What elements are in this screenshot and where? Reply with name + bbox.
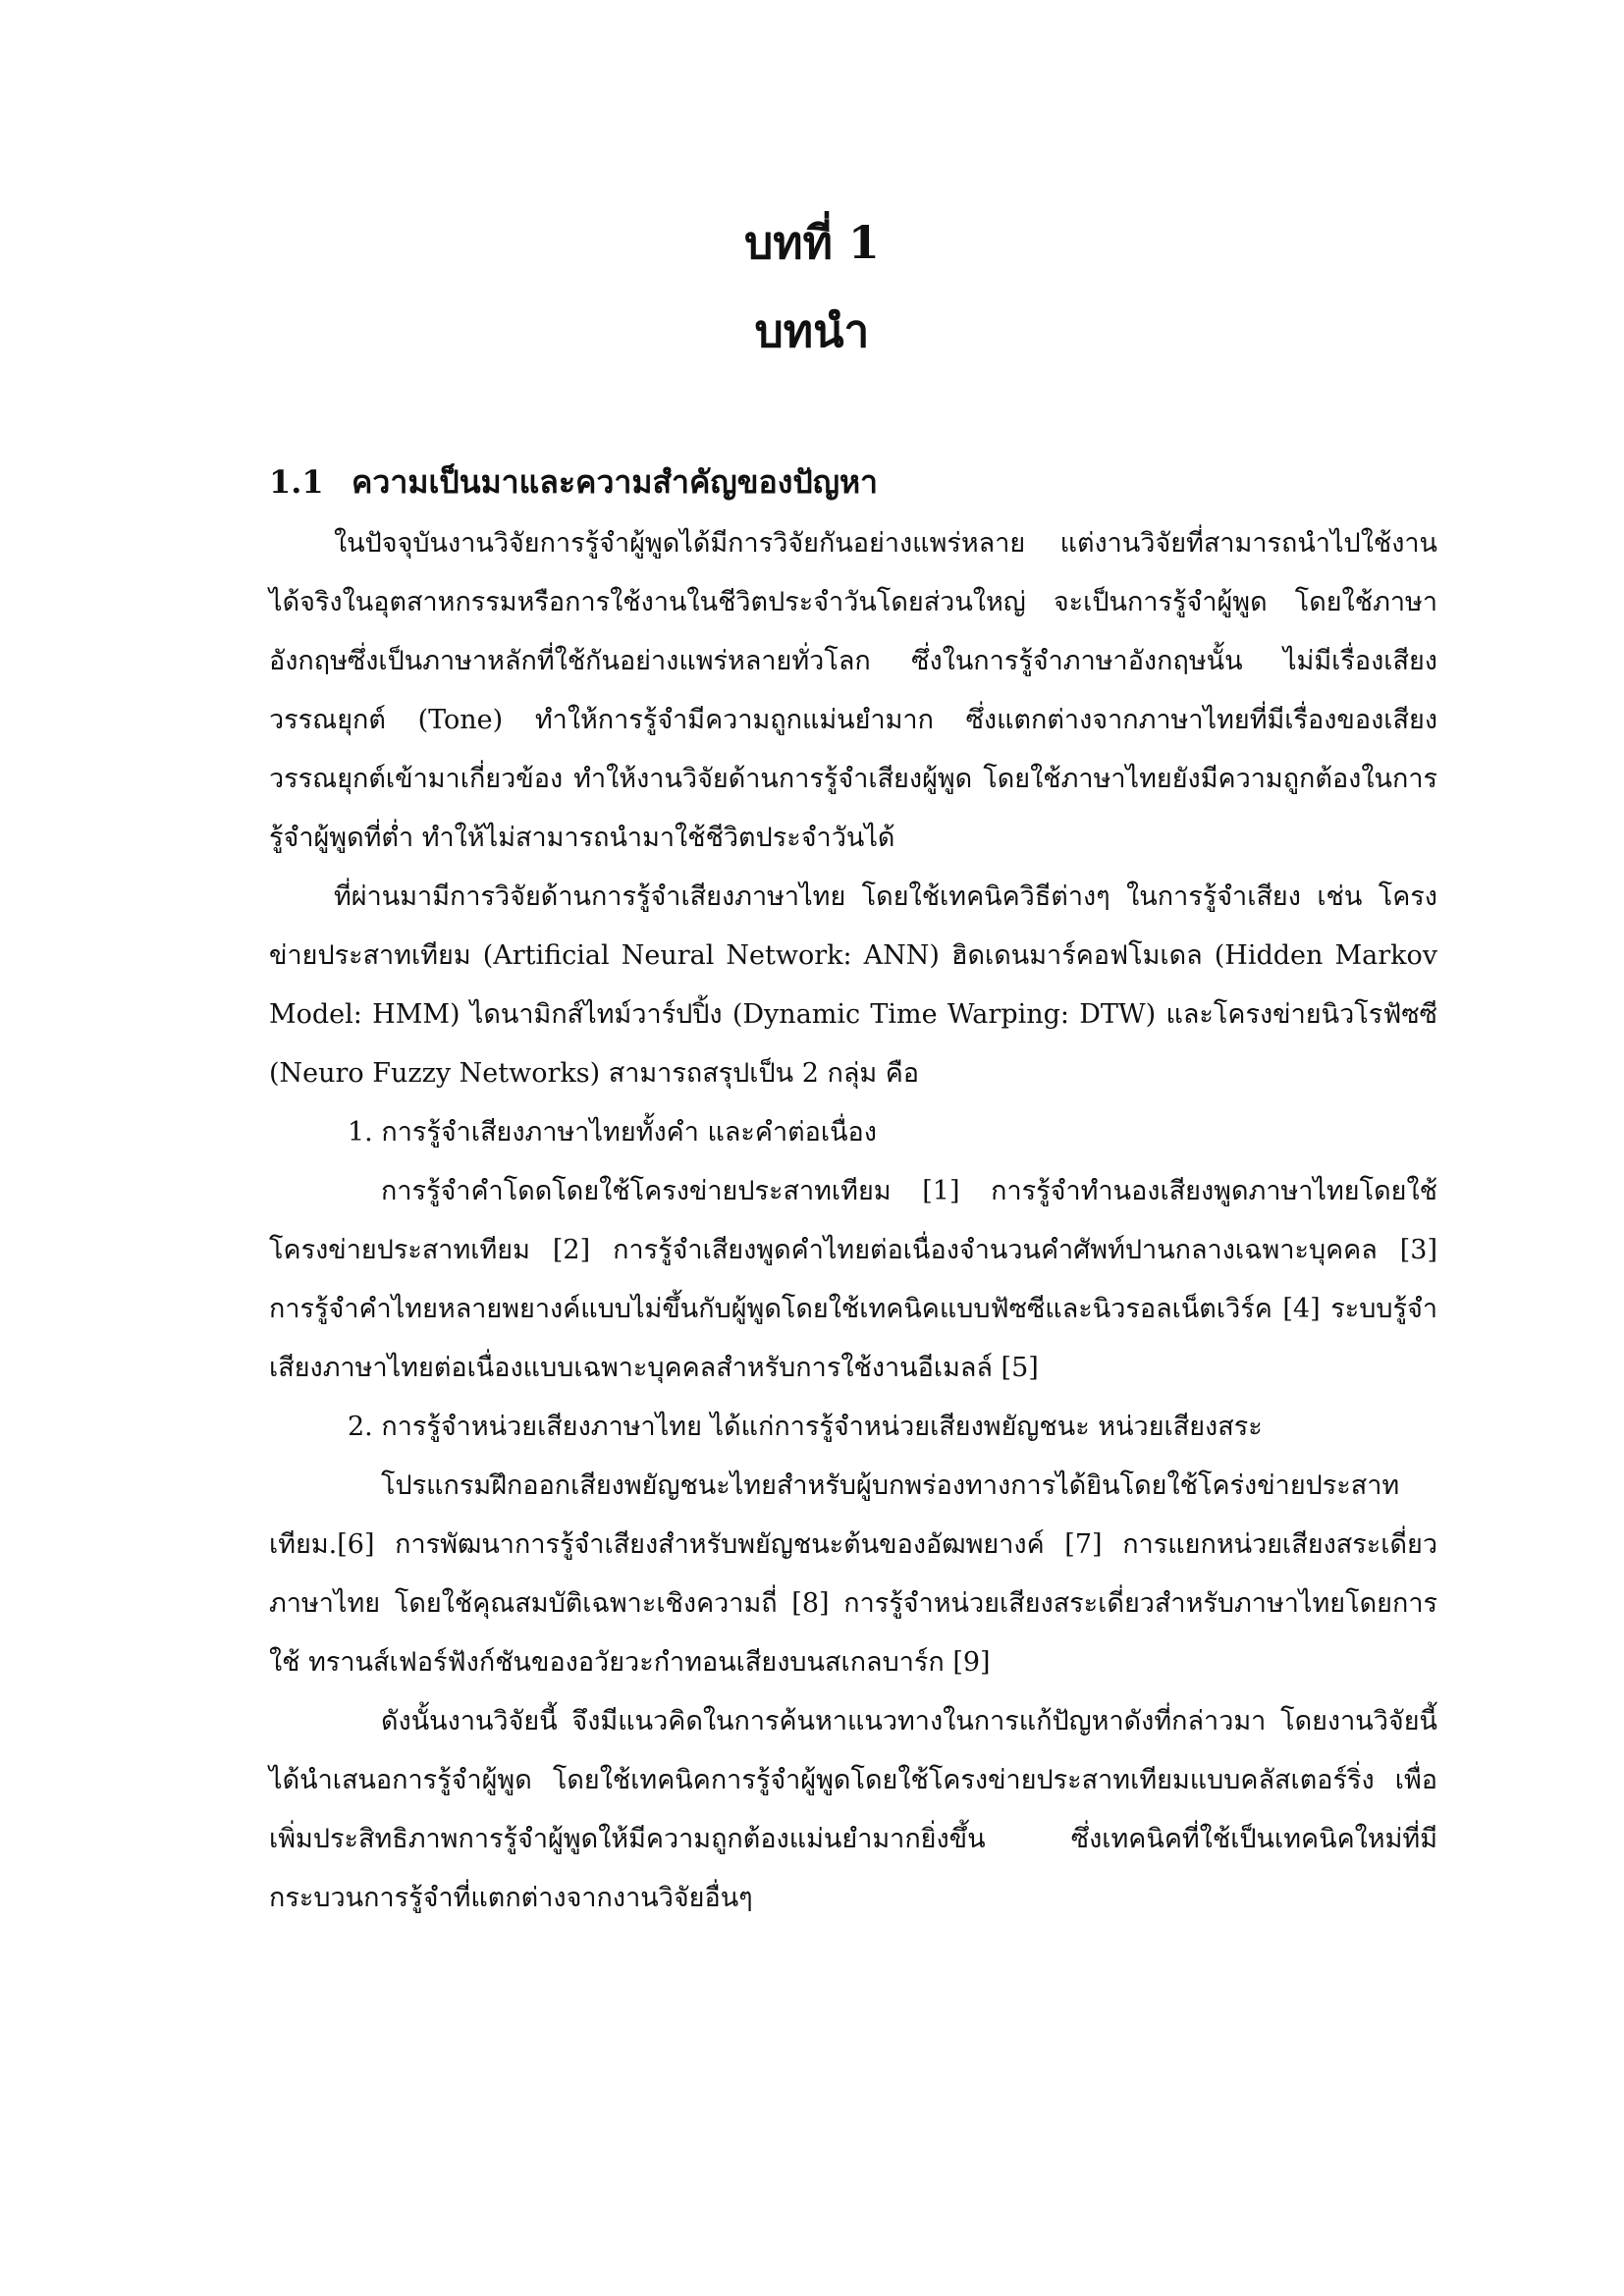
paragraph-word-recognition: การรู้จำคำโดดโดยใช้โครงข่ายประสาทเทียม [1] การรู้จำทำนองเสียงพูดภาษาไทยโดยใช้โครงข่ายประสาทเทียม [2] การรู้จำเสียงพูดคำไทยต่อเนื่องจำนวนคำศัพท์ปานกลางเฉพาะบุคคล [3] การรู้จำคำไทยหลายพยางค์แบบไม่ขึ้นกับผู้พูดโดยใช้เทคนิคแบบฟัซซีและนิวรอลเน็ตเวิร์ค [4] ระบบรู้จำเสียงภาษาไทยต่อเนื่องแบบเฉพาะบุคคลสำหรับการใช้งานอีเมลล์ [5] — [269, 1176, 1437, 1383]
section-heading — [269, 450, 1437, 514]
list-item-word-recognition: 1. การรู้จำเสียงภาษาไทยทั้งคำ และคำต่อเนื่อง — [348, 1117, 877, 1148]
chapter-title: บทนำ — [754, 304, 870, 357]
paragraph-background: ในปัจจุบันงานวิจัยการรู้จำผู้พูดได้มีการวิจัยกันอย่างแพร่หลาย แต่งานวิจัยที่สามารถนำไปใช้งานได้จริงในอุตสาหกรรมหรือการใช้งานในชีวิตประจำวันโดยส่วนใหญ่ จะเป็นการรู้จำผู้พูด โดยใช้ภาษาอังกฤษซึ่งเป็นภาษาหลักที่ใช้กันอย่างแพร่หลายทั่วโลก ซึ่งในการรู้จำภาษาอังกฤษนั้น ไม่มีเรื่องเสียง วรรณยุกต์ (Tone) ทำให้การรู้จำมีความถูกแม่นยำมาก ซึ่งแตกต่างจากภาษาไทยที่มีเรื่องของเสียงวรรณยุกต์เข้ามาเกี่ยวข้อง ทำให้งานวิจัยด้านการรู้จำเสียงผู้พูด โดยใช้ภาษาไทยยังมีความถูกต้องในการรู้จำผู้พูดที่ต่ำ ทำให้ไม่สามารถนำมาใช้ชีวิตประจำวันได้ — [269, 528, 1437, 853]
section-number: 1.1 — [269, 463, 324, 501]
document-body — [269, 450, 1437, 1928]
paragraph-phoneme-recognition: โปรแกรมฝึกออกเสียงพยัญชนะไทยสำหรับผู้บกพร่องทางการได้ยินโดยใช้โคร่งข่ายประสาทเทียม.[6] การพัฒนาการรู้จำเสียงสำหรับพยัญชนะต้นของอัฒพยางค์ [7] การแยกหน่วยเสียงสระเดี่ยวภาษาไทย โดยใช้คุณสมบัติเฉพาะเชิงความถี่ [8] การรู้จำหน่วยเสียงสระเดี่ยวสำหรับภาษาไทยโดยการใช้ ทรานส์เฟอร์ฟังก์ชันของอวัยวะกำทอนเสียงบนสเกลบาร์ก [9] — [269, 1470, 1437, 1678]
chapter-number: บทที่ 1 — [744, 216, 880, 269]
paragraph-conclusion: ดังนั้นงานวิจัยนี้ จึงมีแนวคิดในการค้นหาแนวทางในการแก้ปัญหาดังที่กล่าวมา โดยงานวิจัยนี้ได้นำเสนอการรู้จำผู้พูด โดยใช้เทคนิคการรู้จำผู้พูดโดยใช้โครงข่ายประสาทเทียมแบบคลัสเตอร์ริ่ง เพื่อเพิ่มประสิทธิภาพการรู้จำผู้พูดให้มีความถูกต้องแม่นยำมากยิ่งขึ้น ซึ่งเทคนิคที่ใช้เป็นเทคนิคใหม่ที่มีกระบวนการรู้จำที่แตกต่างจากงานวิจัยอื่นๆ — [269, 1706, 1437, 1913]
section-title: ความเป็นมาและความสำคัญของปัญหา — [352, 463, 879, 501]
paragraph-previous-research: ที่ผ่านมามีการวิจัยด้านการรู้จำเสียงภาษาไทย โดยใช้เทคนิควิธีต่างๆ ในการรู้จำเสียง เช่น โครงข่ายประสาทเทียม (Artificial Neural Network: ANN) ฮิดเดนมาร์คอฟโมเดล (Hidden Markov Model: HMM) ไดนามิกส์ไทม์วาร์ปปิ้ง (Dynamic Time Warping: DTW) และโครงข่ายนิวโรฟัซซี (Neuro Fuzzy Networks) สามารถสรุปเป็น 2 กลุ่ม คือ — [269, 881, 1437, 1089]
list-item-phoneme-recognition: 2. การรู้จำหน่วยเสียงภาษาไทย ได้แก่การรู้จำหน่วยเสียงพยัญชนะ หน่วยเสียงสระ — [348, 1412, 1263, 1442]
